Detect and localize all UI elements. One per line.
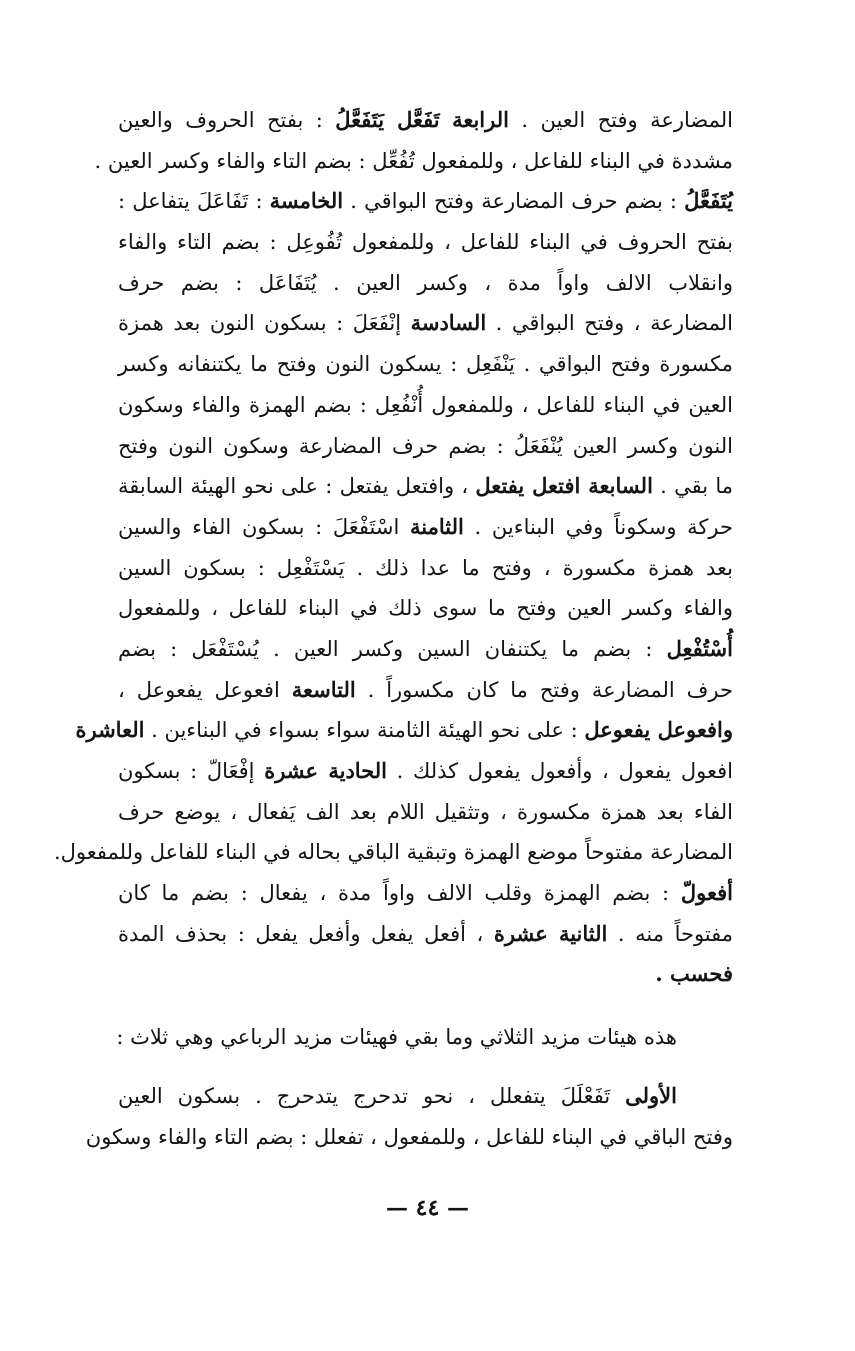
text-line	[94, 141, 733, 182]
text-line	[75, 710, 733, 751]
bold-term: الخامسة	[269, 188, 344, 214]
bold-term: يُتَفَعَّلُ	[684, 188, 733, 214]
text-line	[118, 426, 733, 467]
text-line	[118, 588, 733, 629]
text-run: : بفتح الحروف والعين	[118, 108, 336, 132]
bold-term: تَفَعَّل يَتَفَعَّلُ	[335, 107, 440, 132]
paragraph-2	[118, 1017, 733, 1058]
text-run: : بضم ما يكتنفان السين وكسر العين . يُسْتَفْعَل : بضم	[118, 636, 667, 661]
text-run: اسْتَفْعَلَ : بسكون الفاء والسين	[118, 514, 411, 539]
bold-term: العاشرة	[75, 717, 145, 743]
text-run: النون وكسر العين يُنْفَعَلُ : بضم حرف المضارعة وسكون النون وفتح	[118, 433, 733, 458]
bold-term: الحادية عشرة	[264, 758, 387, 783]
text-line	[118, 751, 733, 792]
bold-term: وافعوعل يفعوعل	[584, 717, 733, 743]
bold-term: السادسة	[410, 310, 487, 336]
text-run: ما بقي .	[652, 474, 734, 499]
paragraph-1	[53, 100, 734, 995]
text-run: هذه هيئات مزيد الثلاثي وما بقي فهيئات مزيد الرباعي وهي ثلاث :	[116, 1025, 677, 1050]
text-run: حرف المضارعة وفتح ما كان مكسوراً .	[355, 677, 733, 702]
paragraph-spacer	[118, 1058, 733, 1076]
text-line	[118, 466, 733, 507]
text-run: افعوعل يفعوعل ،	[118, 677, 292, 702]
text-run: وانقلاب الالف واواً مدة ، وكسر العين . يُتَفَاعَل : بضم حرف	[118, 270, 733, 295]
text-run: بفتح الحروف في البناء للفاعل ، وللمفعول تُفُوعِل : بضم التاء والفاء	[118, 230, 733, 255]
text-line	[118, 792, 733, 833]
text-line	[118, 385, 733, 426]
text-line	[85, 1117, 733, 1158]
bold-term: أفعولّ	[680, 880, 733, 906]
text-run: : بضم حرف المضارعة وفتح البواقي .	[343, 189, 685, 214]
text-run: المضارعة وفتح العين .	[508, 108, 733, 132]
bold-term: السابعة افتعل يفتعل	[475, 473, 653, 499]
bold-term: التاسعة	[291, 676, 356, 702]
text-run: : تَفَاعَلَ يتفاعل :	[118, 189, 270, 214]
text-line	[118, 303, 733, 344]
text-run: العين في البناء للفاعل ، وللمفعول أُنْفُعِل : بضم الهمزة والفاء وسكون	[118, 392, 733, 417]
text-run: إنْفَعَلَ : بسكون النون بعد همزة	[118, 311, 411, 336]
text-run: : على نحو الهيئة الثامنة سواء بسواء في البناءين .	[144, 718, 585, 743]
text-run: وفتح الباقي في البناء للفاعل ، وللمفعول ، تفعلل : بضم التاء والفاء وسكون	[85, 1124, 733, 1149]
text-run: مشددة في البناء للفاعل ، وللمفعول تُفُعِّل : بضم التاء والفاء وكسر العين .	[94, 148, 733, 173]
text-line	[118, 222, 733, 263]
text-line	[118, 100, 733, 141]
text-line	[118, 954, 733, 995]
text-line	[118, 873, 733, 914]
text-line	[118, 263, 733, 304]
text-run: : بضم الهمزة وقلب الالف واواً مدة ، يفعال : بضم ما كان	[118, 881, 681, 906]
text-run: افعول يفعول ، وأفعول يفعول كذلك .	[386, 759, 733, 783]
text-run: ، أفعل يفعل وأفعل يفعل : بحذف المدة	[118, 921, 494, 946]
text-run: مفتوحاً منه .	[607, 921, 734, 946]
text-line	[118, 629, 733, 670]
text-line	[118, 507, 733, 548]
page-number: — ٤٤ —	[386, 1195, 469, 1221]
text-run: الفاء بعد همزة مكسورة ، وتثقيل اللام بعد الف يَفعال ، يوضع حرف	[118, 799, 733, 824]
bold-term: فحسب .	[655, 961, 733, 987]
text-line	[118, 914, 733, 955]
text-line	[118, 670, 733, 711]
bold-term: الثامنة	[410, 513, 464, 539]
bold-term: أُسْتُفْعِل	[666, 635, 733, 661]
text-run: تَفَعْلَلَ يتفعلل ، نحو تدحرج يتدحرج . بسكون العين	[118, 1083, 626, 1108]
text-run: المضارعة ، وفتح البواقي .	[486, 311, 733, 336]
bold-term: الأولى	[625, 1082, 677, 1108]
text-run: ، وافتعل يفتعل : على نحو الهيئة السابقة	[118, 474, 476, 499]
text-line	[53, 832, 733, 873]
bold-term: الرابعة	[452, 107, 509, 132]
paragraph-3	[85, 1076, 733, 1157]
text-run: المضارعة مفتوحاً موضع الهمزة وتبقية الباقي بحاله في البناء للفاعل وللمفعول.	[53, 840, 733, 865]
page-text	[53, 100, 734, 1157]
text-run	[440, 108, 452, 132]
text-run: مكسورة وفتح البواقي . يَنْفَعِل : يسكون النون وفتح ما يكتنفانه وكسر	[118, 352, 733, 377]
text-line	[118, 1017, 733, 1058]
text-run: حركة وسكوناً وفي البناءين .	[463, 514, 733, 539]
text-line	[118, 548, 733, 589]
text-run: إفْعَالّ : بسكون	[118, 759, 265, 783]
text-line	[118, 344, 733, 385]
paragraph-spacer	[118, 995, 733, 1017]
text-line	[118, 1076, 733, 1117]
bold-term: الثانية عشرة	[493, 920, 608, 946]
text-line	[118, 181, 733, 222]
text-run: والفاء وكسر العين وفتح ما سوى ذلك في البناء للفاعل ، وللمفعول	[118, 596, 733, 621]
text-run: بعد همزة مكسورة ، وفتح ما عدا ذلك . يَسْتَفْعِل : بسكون السين	[118, 555, 733, 580]
